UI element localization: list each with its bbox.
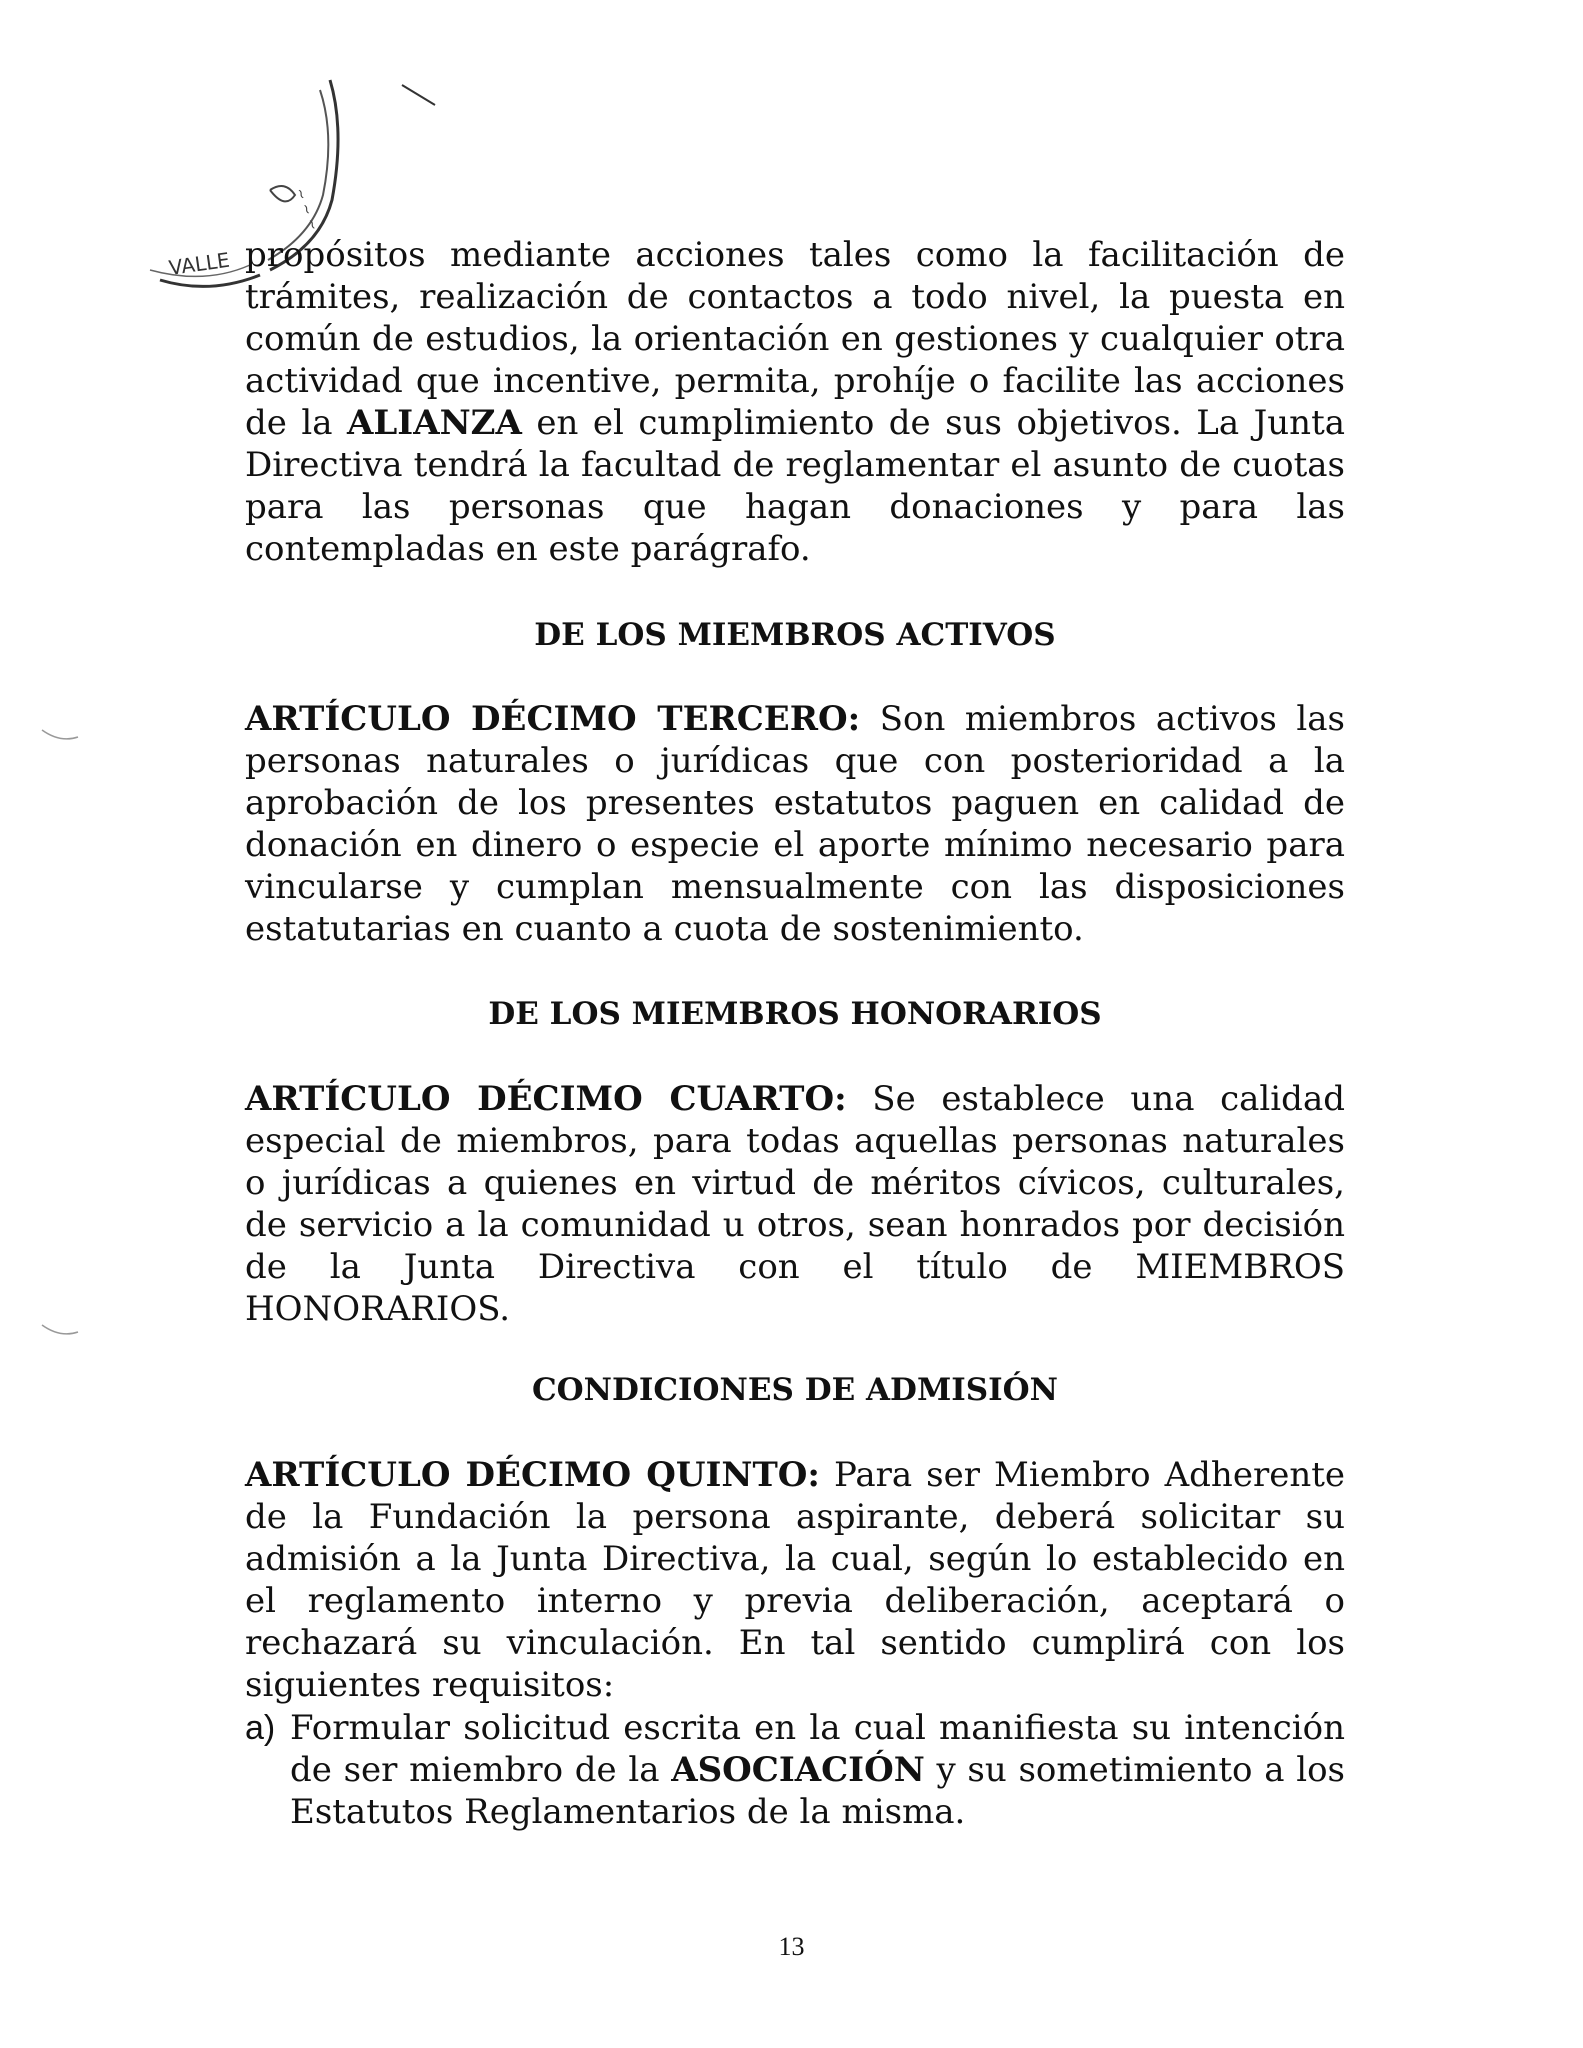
- heading-condiciones-admision: CONDICIONES DE ADMISIÓN: [531, 1372, 1058, 1408]
- paragraph-articulo-14: ARTÍCULO DÉCIMO CUARTO: Se establece una calidad especial de miembros, para todas aquellas personas naturales o jurídicas a quienes en virtud de méritos cívicos, culturales, de servicio a la comunidad u otros, sean honrados por decisión de la Junta Directiva con el título de MIEMBROS HONORARIOS.: [245, 1079, 1345, 1329]
- article-label: ARTÍCULO DÉCIMO CUARTO:: [245, 1079, 847, 1119]
- heading-miembros-activos: DE LOS MIEMBROS ACTIVOS: [534, 617, 1056, 653]
- paragraph-articulo-13: ARTÍCULO DÉCIMO TERCERO: Son miembros activos las personas naturales o jurídicas que con posterioridad a la aprobación de los presentes estatutos paguen en calidad de donación en dinero o especie el aporte mínimo necesario para vincularse y cumplan mensualmente con las disposiciones estatutarias en cuanto a cuota de sostenimiento.: [245, 699, 1345, 949]
- stamp-text: VALLE: [167, 247, 232, 280]
- paragraph-articulo-15: ARTÍCULO DÉCIMO QUINTO: Para ser Miembro Adherente de la Fundación la persona aspirante, deberá solicitar su admisión a la Junta Directiva, la cual, según lo establecido en el reglamento interno y previa deliberación, aceptará o rechazará su vinculación. En tal sentido cumplirá con los siguientes requisitos:: [245, 1455, 1345, 1705]
- article-label: ARTÍCULO DÉCIMO QUINTO:: [245, 1455, 820, 1495]
- list-item: a) Formular solicitud escrita en la cual manifiesta su intención de ser miembro de la ASOCIACIÓN y su sometimiento a los Estatutos Reglamentarios de la misma.: [245, 1708, 1345, 1832]
- heading-miembros-honorarios: DE LOS MIEMBROS HONORARIOS: [488, 996, 1102, 1032]
- article-label: ARTÍCULO DÉCIMO TERCERO:: [245, 699, 861, 739]
- hole-punch-mark-icon: [40, 725, 80, 745]
- list-marker: a): [245, 1709, 276, 1747]
- asociacion-bold: ASOCIACIÓN: [671, 1750, 925, 1790]
- paragraph-intro: propósitos mediante acciones tales como la facilitación de trámites, realización de contactos a todo nivel, la puesta en común de estudios, la orientación en gestiones y cualquier otra actividad que incentive, permita, prohíje o facilite las acciones de la ALIANZA en el cumplimiento de sus objetivos. La Junta Directiva tendrá la facultad de reglamentar el asunto de cuotas para las personas que hagan donaciones y para las contempladas en este parágrafo.: [245, 235, 1345, 569]
- alianza-bold: ALIANZA: [347, 403, 522, 443]
- page-number: 13: [778, 1932, 805, 1961]
- svg-text:~ ~ ~: ~ ~ ~: [291, 185, 322, 233]
- scan-mark-icon: [400, 80, 440, 110]
- hole-punch-mark-icon: [40, 1320, 80, 1340]
